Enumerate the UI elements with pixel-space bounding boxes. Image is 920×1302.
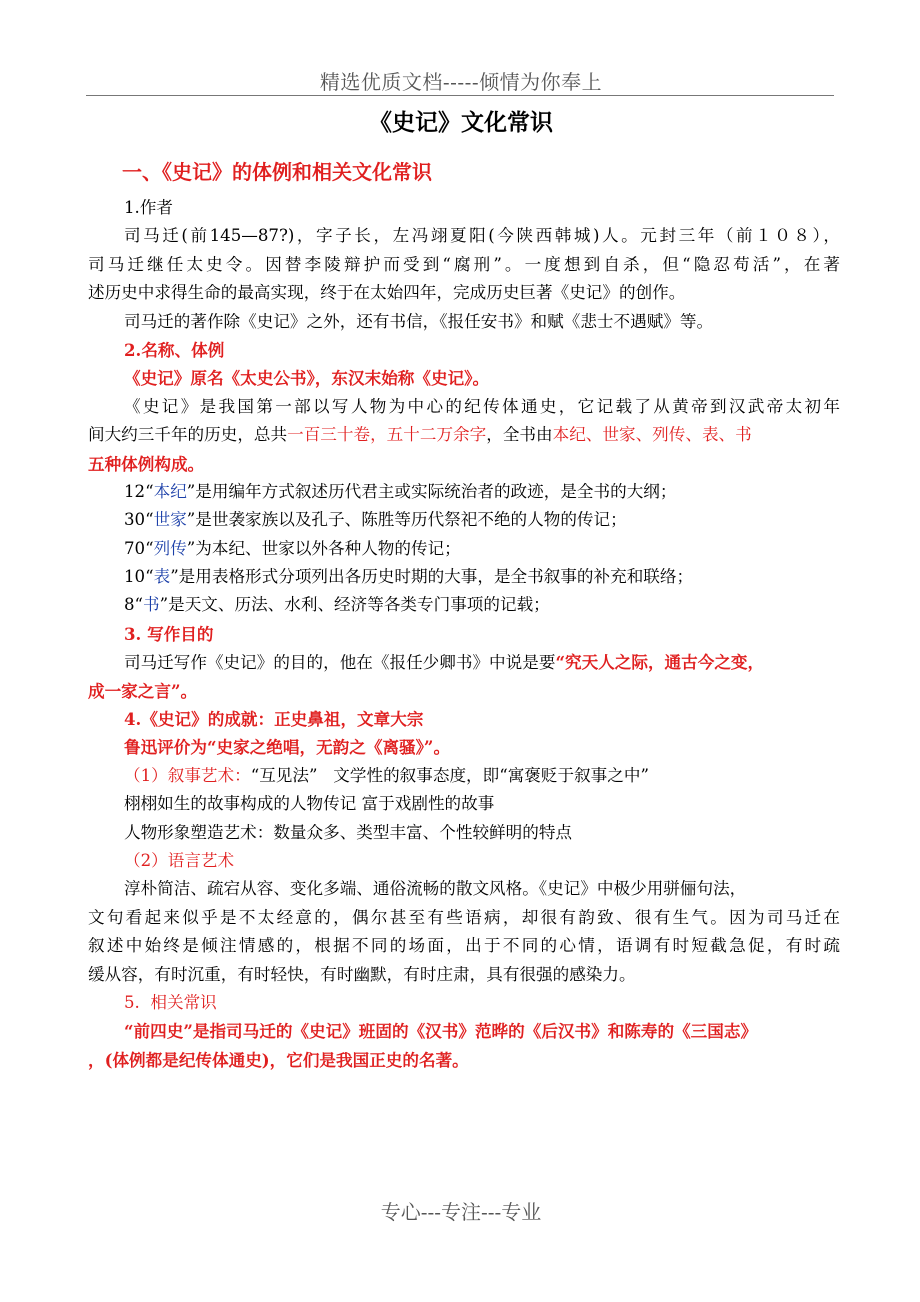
purpose-heading: 3. 写作目的 bbox=[124, 623, 214, 644]
format-item-shijia bbox=[88, 506, 840, 534]
format-item-num: 12“ bbox=[124, 481, 154, 501]
format-item-term: 书 bbox=[143, 595, 160, 615]
format-item-desc: ”是用表格形式分项列出各历史时期的大事，是全书叙事的补充和联络； bbox=[170, 567, 694, 587]
author-works-line: 司马迁的著作除《史记》之外，还有书信，《报任安书》和赋《悲士不遇赋》等。 bbox=[124, 311, 714, 331]
header-divider bbox=[86, 95, 834, 96]
format-text: ，全书由 bbox=[486, 425, 553, 445]
format-item-term: 世家 bbox=[153, 510, 187, 530]
format-item-biao bbox=[88, 563, 840, 591]
narrative-art-text: “互见法” 文学性的叙事态度，即“寓褒贬于叙事之中” bbox=[250, 765, 649, 785]
language-art-line: 叙述中始终是倾注情感的，根据不同的场面，出于不同的心情，语调有时短截急促，有时疏 bbox=[88, 936, 840, 956]
author-heading: 1.作者 bbox=[124, 198, 174, 217]
narrative-art-heading: （1）叙事艺术： bbox=[124, 765, 251, 785]
format-item-shu bbox=[88, 591, 840, 619]
language-art-line: 淳朴简洁、疏宕从容、变化多端、通俗流畅的散文风格。《史记》中极少用骈俪句法， bbox=[124, 879, 747, 899]
format-item-term: 列传 bbox=[153, 538, 187, 558]
format-item-liezhuan bbox=[88, 535, 840, 563]
author-paragraph-line: 司马迁(前145—87?)，字子长，左冯翊夏阳(今陕西韩城)人。元封三年（前１０８）， bbox=[124, 226, 840, 246]
format-paragraph-line bbox=[88, 421, 840, 449]
format-item-desc: ”是天文、历法、水利、经济等各类专门事项的记载； bbox=[159, 595, 550, 615]
narrative-art-line: 人物形象塑造艺术：数量众多、类型丰富、个性较鲜明的特点 bbox=[124, 822, 573, 842]
format-item-desc: ”是世袭家族以及孔子、陈胜等历代祭祀不绝的人物的传记； bbox=[186, 510, 627, 530]
language-art-line: 缓从容，有时沉重，有时轻快，有时幽默，有时庄肃，具有很强的感染力。 bbox=[88, 964, 636, 984]
narrative-art-line bbox=[88, 762, 840, 790]
related-line: ，(体例都是纪传体通史)，它们是我国正史的名著。 bbox=[88, 1049, 469, 1070]
format-item-term: 本纪 bbox=[153, 481, 187, 501]
related-line: “前四史”是指司马迁的《史记》班固的《汉书》范晔的《后汉书》和陈寿的《三国志》 bbox=[124, 1021, 758, 1042]
format-types: 本纪、世家、列传、表、书 bbox=[552, 425, 752, 445]
section-heading: 一、《史记》的体例和相关文化常识 bbox=[122, 160, 432, 184]
original-name-line: 《史记》原名《太史公书》，东汉末始称《史记》。 bbox=[124, 368, 490, 389]
document-body bbox=[88, 194, 840, 1074]
format-item-desc: ”为本纪、世家以外各种人物的传记； bbox=[186, 538, 461, 558]
format-paragraph-line: 五种体例构成。 bbox=[88, 453, 205, 474]
narrative-art-line: 栩栩如生的故事构成的人物传记 富于戏剧性的故事 bbox=[124, 794, 495, 814]
page-header: 精选优质文档-----倾情为你奉上 bbox=[319, 70, 603, 94]
format-item-num: 70“ bbox=[124, 538, 154, 558]
purpose-text: 司马迁写作《史记》的目的，他在《报任少卿书》中说是要 bbox=[124, 653, 556, 673]
format-item-desc: ”是用编年方式叙述历代君主或实际统治者的政迹，是全书的大纲； bbox=[186, 481, 677, 501]
volume-count: 一百三十卷，五十二万余字 bbox=[287, 425, 487, 445]
format-item-num: 30“ bbox=[124, 510, 154, 530]
purpose-quote-end: 成一家之言”。 bbox=[88, 680, 198, 701]
format-item-num: 10“ bbox=[124, 567, 154, 587]
page-footer: 专心---专注---专业 bbox=[380, 1200, 542, 1224]
related-heading: 5. 相关常识 bbox=[124, 992, 217, 1012]
format-item-num: 8“ bbox=[124, 595, 144, 615]
purpose-quote: “究天人之际，通古今之变， bbox=[555, 652, 765, 673]
format-paragraph-line: 《史记》是我国第一部以写人物为中心的纪传体通史，它记载了从黄帝到汉武帝太初年 bbox=[124, 396, 840, 416]
name-heading: 2.名称、体例 bbox=[124, 339, 225, 360]
language-art-line: 文句看起来似乎是不太经意的，偶尔甚至有些语病，却很有韵致、很有生气。因为司马迁在 bbox=[88, 907, 840, 927]
lu-xun-evaluation: 鲁迅评价为“史家之绝唱，无韵之《离骚》”。 bbox=[124, 737, 451, 758]
format-item-term: 表 bbox=[153, 567, 171, 587]
author-paragraph-line: 述历史中求得生命的最高实现，终于在太始四年，完成历史巨著《史记》的创作。 bbox=[88, 283, 686, 303]
format-text: 间大约三千年的历史，总共 bbox=[88, 425, 288, 445]
document-title: 《史记》文化常识 bbox=[369, 110, 553, 136]
author-paragraph-line: 司马迁继任太史令。因替李陵辩护而受到“腐刑”。一度想到自杀，但“隐忍苟活”，在著 bbox=[88, 254, 840, 274]
language-art-heading: （2）语言艺术 bbox=[124, 850, 235, 870]
purpose-line bbox=[88, 648, 840, 676]
achievement-heading: 4.《史记》的成就：正史鼻祖，文章大宗 bbox=[124, 709, 424, 730]
format-item-benji bbox=[88, 478, 840, 506]
